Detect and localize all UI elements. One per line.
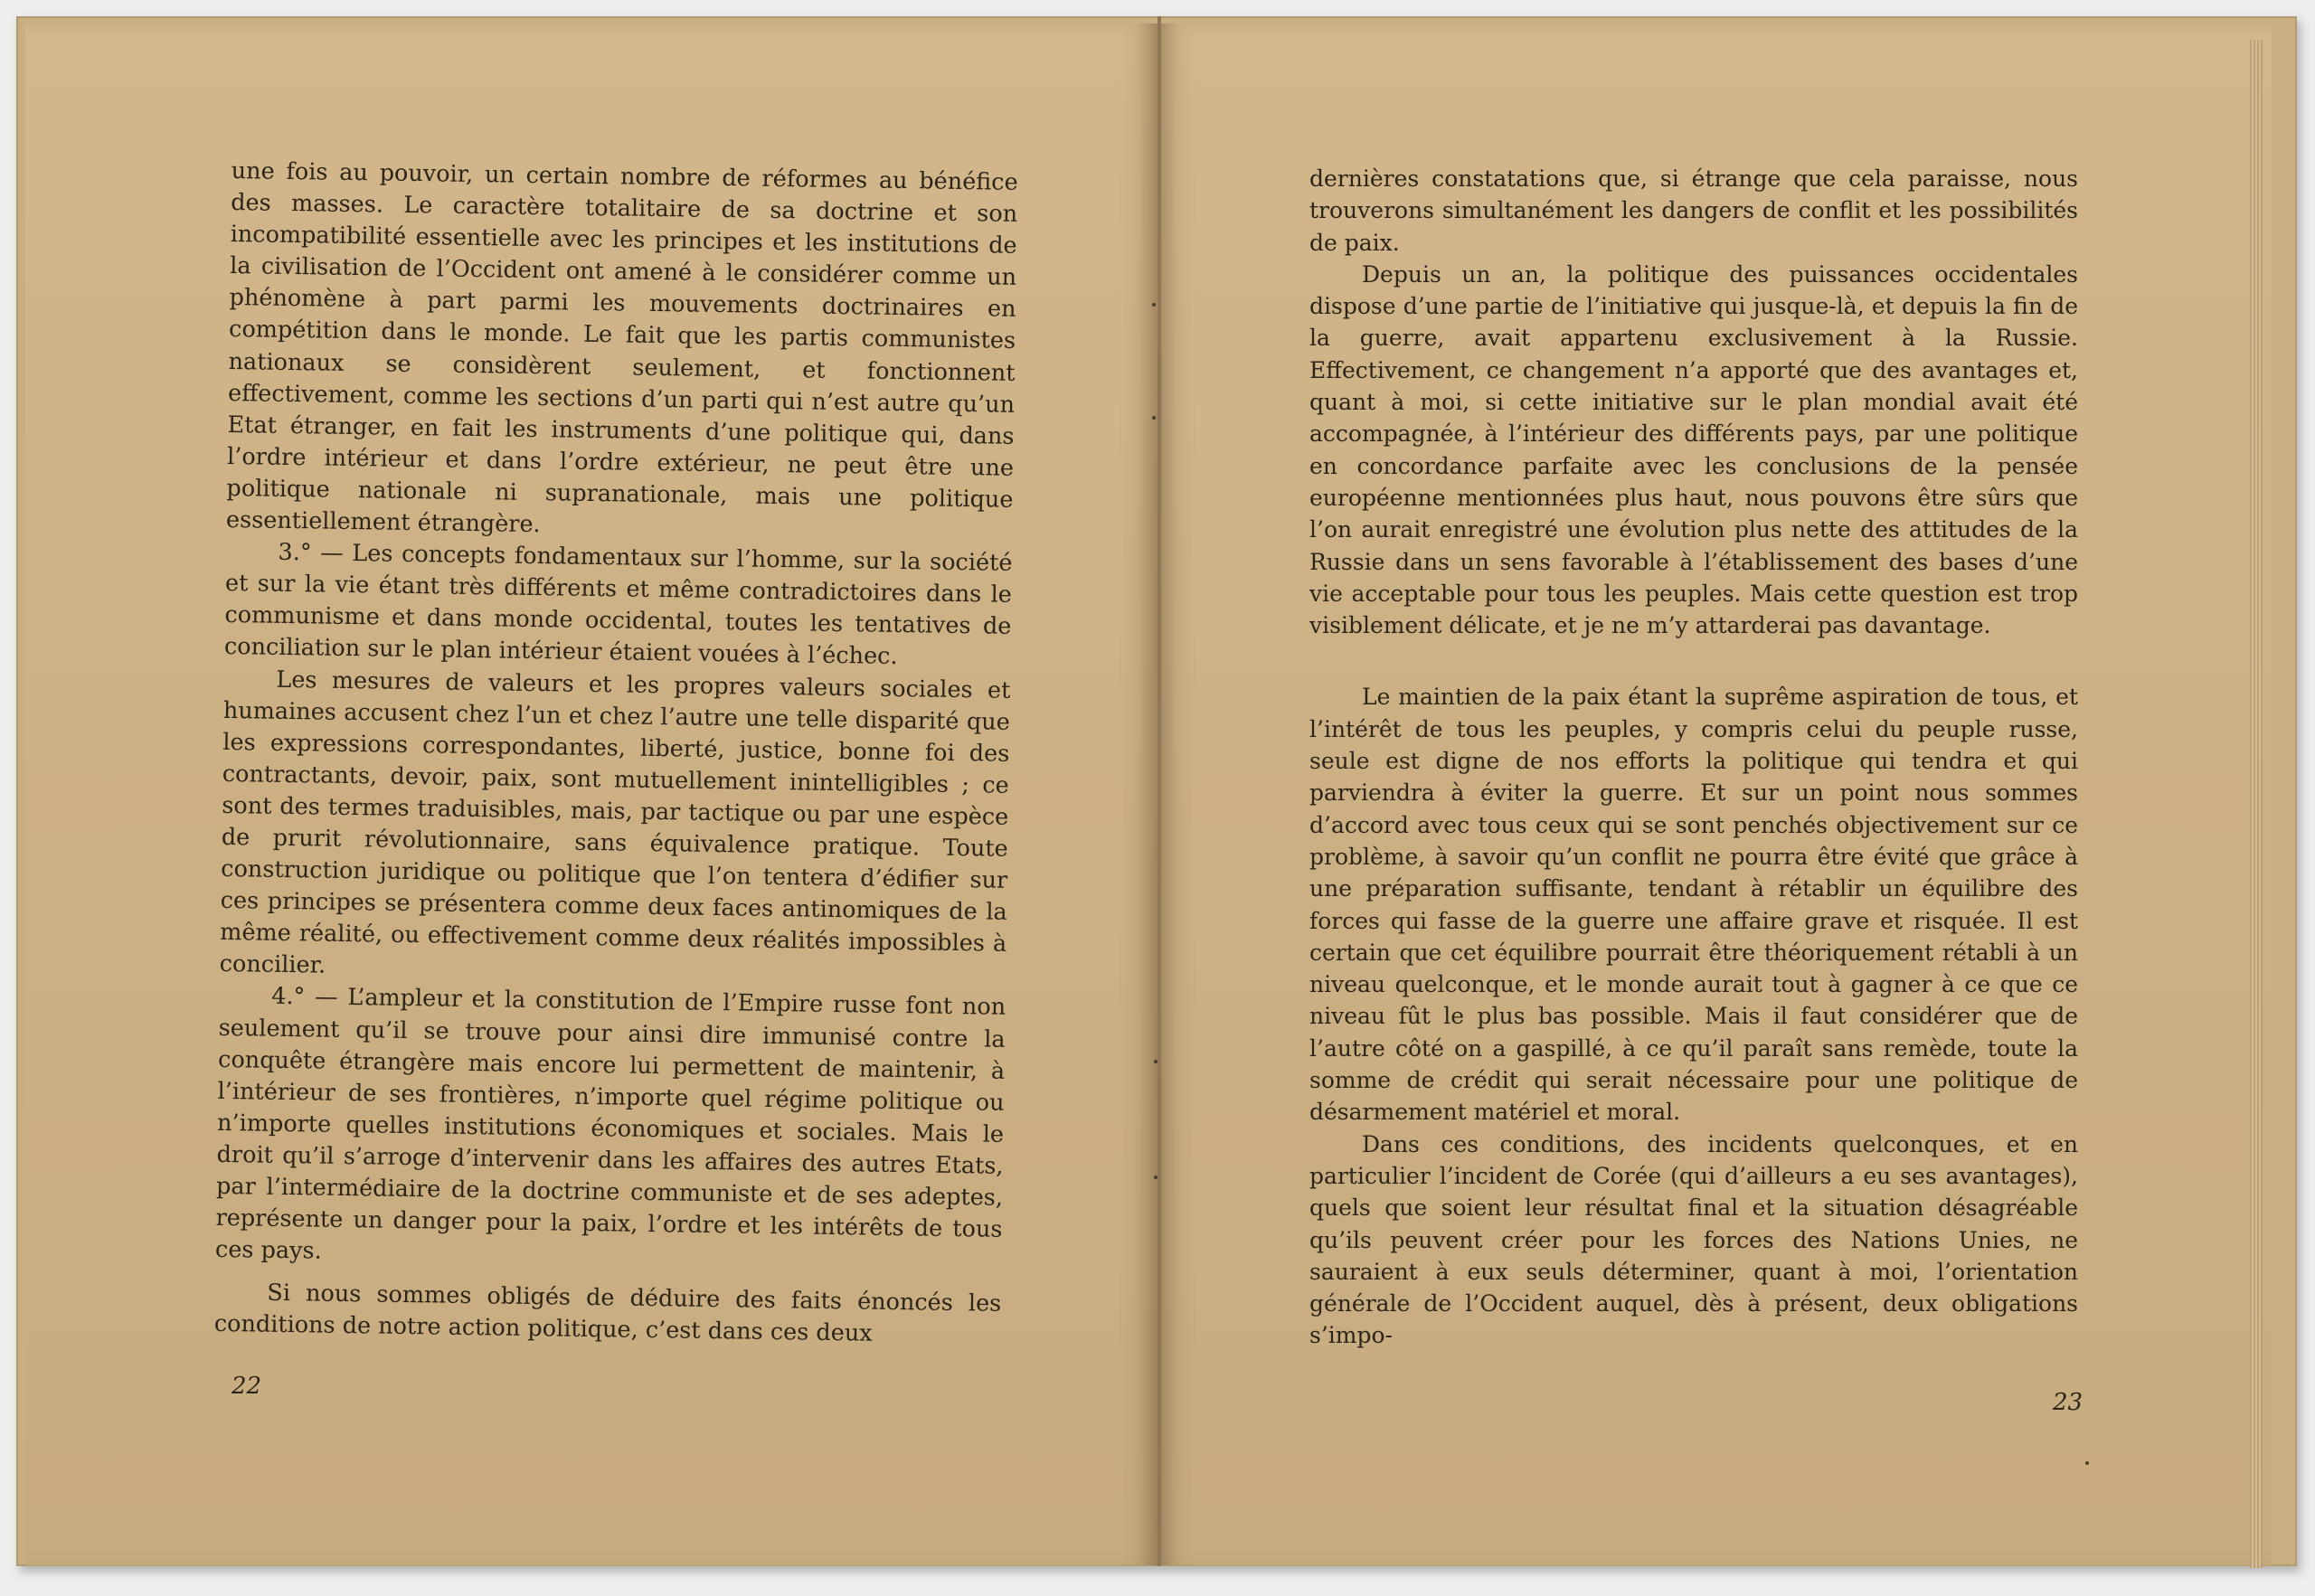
paper-speck (1154, 1176, 1158, 1179)
paper-speck (1152, 303, 1156, 307)
left-paragraph: une fois au pouvoir, un certain nombre de réformes au bénéfice des masses. Le caractère totalitaire de sa doctrine et son incompatibilité essentielle avec les principes et les institutions de la civilisation de l’Occident ont amené à le considérer comme un phénomène à part parmi les mouvements doctrinaires en compétition dans le monde. Le fait que les partis communistes nationaux se considèrent seulement, et fonctionnent effectivement, comme les sections d’un parti qui n’est autre qu’un Etat étranger, en fait les instruments d’une politique qui, dans l’ordre intérieur et dans l’ordre extérieur, ne peut être une politique nationale ni supranationale, mais une politique essentiellement étrangère. (225, 156, 1018, 539)
right-paragraph: Le maintien de la paix étant la suprême aspiration de tous, et l’intérêt de tous les peuples, y compris celui du peuple russe, seule est digne de nos efforts la politique qui tendra et qui parviendra à éviter la guerre. Et sur un point nous sommes d’accord avec tous ceux qui se sont penchés objectivement sur ce problème, à savoir qu’un conflit ne pourra être évité que grâce à une préparation suffisante, tendant à rétablir un équilibre des forces qui fasse de la guerre une affaire grave et risquée. Il est certain que cet équilibre pourrait être théoriquement rétabli à un niveau quelconque, et le monde aurait tout à gagner à ce que ce niveau fût le plus bas possible. Mais il faut considérer que de l’autre côté on a gaspillé, à ce qu’il paraît sans remède, toute la somme de crédit qui serait nécessaire pour une politique de désarmement matériel et moral. (1309, 684, 2078, 1126)
paper-speck (1152, 416, 1156, 420)
right-paragraph: dernières constatations que, si étrange que cela paraisse, nous trouverons simultanément les dangers de conflit et les possibilités de paix. (1309, 165, 2078, 256)
left-page-text (214, 156, 1018, 1352)
right-page-text (1309, 163, 2078, 1352)
left-paragraph: 4.° — L’ampleur et la constitution de l’Empire russe font non seulement qu’il se trouve pour ainsi dire immunisé contre la conquête étrangère mais encore lui permettent de maintenir, à l’intérieur de ses frontières, n’importe quel régime politique ou n’importe quelles institutions économiques et sociales. Mais le droit qu’il s’arroge d’intervenir dans les affaires des autres Etats, par l’intermédiaire de la doctrine communiste et de ses adeptes, représente un danger pour la paix, l’ordre et les intérêts de tous ces pays. (214, 983, 1006, 1265)
page-edge (2250, 40, 2263, 1568)
right-paragraph: Dans ces conditions, des incidents quelconques, et en particulier l’incident de Corée (qui d’ailleurs a eu ses avantages), quels que soient leur résultat final et la situation désagréable qu’ils peuvent créer pour les forces des Nations Unies, ne sauraient à eux seuls déterminer, quant à moi, l’orientation générale de l’Occident auquel, dès à présent, deux obligations s’impo- (1309, 1130, 2078, 1349)
paper-speck (2085, 1461, 2089, 1465)
page-number-right: 23 (2053, 1389, 2084, 1416)
left-paragraph: Les mesures de valeurs et les propres valeurs sociales et humaines accusent chez l’un et chez l’autre une telle disparité que les expressions correspondantes, liberté, justice, bonne foi des contractants, devoir, paix, sont mutuellement inintelligibles ; ce sont des termes traduisibles, mais, par tactique ou par une espèce de prurit révolutionnaire, sans équivalence pratique. Toute construction juridique ou politique que l’on tentera d’édifier sur ces principes se présentera comme deux faces antinomiques de la même réalité, ou effectivement comme deux réalités impossibles à concilier. (219, 666, 1011, 979)
book-gutter (1158, 16, 1161, 1566)
page-number-left: 22 (232, 1373, 262, 1400)
right-paragraph: Depuis un an, la politique des puissances occidentales dispose d’une partie de l’initiative qui jusque-là, et depuis la fin de la guerre, avait appartenu exclusivement à la Russie. Effectivement, ce changement n’a apporté que des avantages et, quant à moi, si cette initiative sur le plan mondial avait été accompagnée, à l’intérieur des différents pays, par une politique en concordance parfaite avec les conclusions de la pensée européenne mentionnées plus haut, nous pouvons être sûrs que l’on aurait enregistré une évolution plus nette des attitudes de la Russie dans un sens favorable à l’établissement des bases d’une vie acceptable pour tous les peuples. Mais cette question est trop visiblement délicate, et je ne m’y attarderai pas davantage. (1309, 260, 2078, 639)
left-paragraph: Si nous sommes obligés de déduire des faits énoncés les conditions de notre action politique, c’est dans ces deux (213, 1280, 1002, 1348)
left-paragraph: 3.° — Les concepts fondamentaux sur l’homme, sur la société et sur la vie étant très différents et même contradictoires dans le communisme et dans monde occidental, toutes les tentatives de conciliation sur le plan intérieur étaient vouées à l’échec. (223, 538, 1013, 671)
paper-speck (1154, 1060, 1158, 1063)
